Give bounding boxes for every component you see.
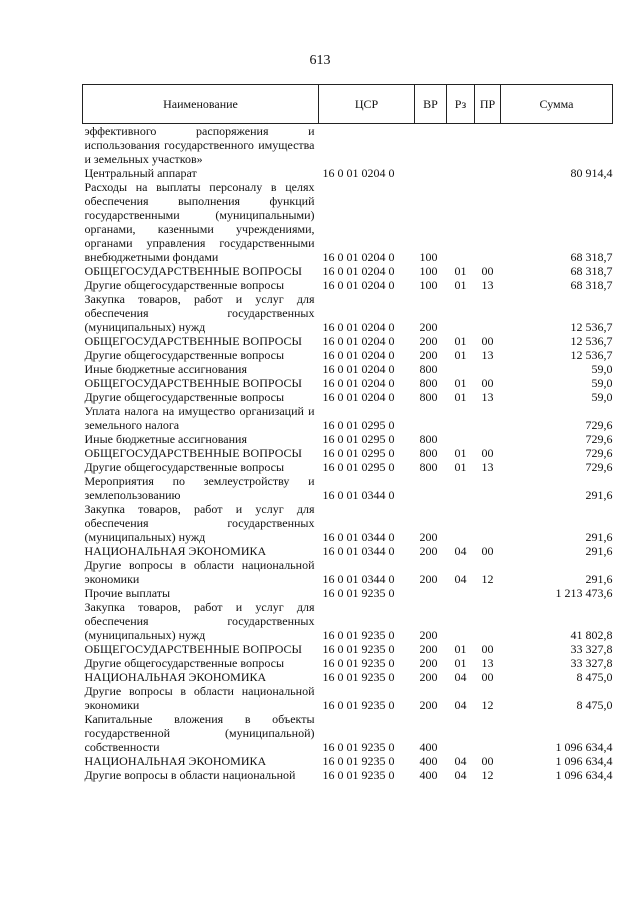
table-row: [83, 166, 613, 180]
row-vr: 800: [419, 460, 438, 474]
table-row: [83, 362, 613, 376]
row-sum: 1 096 634,4: [555, 754, 613, 768]
row-csr: 16 0 01 9235 0: [322, 768, 395, 782]
table-row: [83, 404, 613, 432]
row-sum: 12 536,7: [570, 348, 613, 362]
row-sum: 291,6: [585, 544, 613, 558]
table-row: [83, 124, 613, 167]
row-rz: [447, 600, 475, 642]
row-vr: 800: [419, 432, 438, 446]
row-name: Центральный аппарат: [84, 166, 197, 180]
row-csr: 16 0 01 9235 0: [322, 670, 395, 684]
row-vr: [415, 474, 447, 502]
row-pr: 13: [481, 348, 494, 362]
row-vr: 200: [419, 628, 438, 642]
row-vr: 200: [419, 572, 438, 586]
row-sum: 33 327,8: [570, 656, 613, 670]
row-name: Расходы на выплаты персоналу в целях обеспечения выполнения функций государственными (муниципальными) органами, казенными учреждениями, органами управления государственными внебюджетными фондами: [84, 180, 315, 264]
row-vr: [415, 166, 447, 180]
row-rz: 01: [454, 264, 467, 278]
row-sum: 291,6: [585, 530, 613, 544]
table-row: [83, 180, 613, 264]
table-row: [83, 754, 613, 768]
row-rz: 04: [454, 698, 467, 712]
row-name: Другие вопросы в области национальной экономики: [84, 558, 315, 586]
row-sum: 59,0: [591, 390, 613, 404]
row-csr: 16 0 01 0204 0: [322, 376, 395, 390]
row-pr: [475, 600, 501, 642]
row-vr: 800: [419, 390, 438, 404]
row-pr: [475, 124, 501, 167]
row-rz: 04: [454, 670, 467, 684]
header-sum: Сумма: [501, 85, 613, 124]
budget-table-container: [82, 84, 612, 782]
table-row: [83, 264, 613, 278]
row-rz: [447, 432, 475, 446]
row-pr: [475, 404, 501, 432]
row-vr: [415, 124, 447, 167]
row-rz: 04: [454, 754, 467, 768]
row-sum: 1 213 473,6: [555, 586, 613, 600]
row-sum: 59,0: [591, 362, 613, 376]
row-name: ОБЩЕГОСУДАРСТВЕННЫЕ ВОПРОСЫ: [84, 642, 302, 656]
row-csr: 16 0 01 0204 0: [322, 166, 395, 180]
row-name: Закупка товаров, работ и услуг для обеспечения государственных (муниципальных) нужд: [84, 502, 315, 544]
row-rz: 01: [454, 278, 467, 292]
row-sum: 8 475,0: [576, 670, 613, 684]
row-vr: 400: [419, 754, 438, 768]
row-vr: 200: [419, 530, 438, 544]
row-sum: 12 536,7: [570, 334, 613, 348]
row-name: Другие вопросы в области национальной: [84, 768, 296, 782]
table-row: [83, 642, 613, 656]
row-sum: 729,6: [585, 432, 613, 446]
table-row: [83, 376, 613, 390]
row-vr: 200: [419, 698, 438, 712]
row-csr: 16 0 01 0295 0: [322, 446, 395, 460]
header-name: Наименование: [83, 85, 319, 124]
row-sum: 729,6: [585, 418, 613, 432]
header-rz: Рз: [447, 85, 475, 124]
row-sum: 59,0: [591, 376, 613, 390]
row-name: Другие общегосударственные вопросы: [84, 656, 285, 670]
row-name: ОБЩЕГОСУДАРСТВЕННЫЕ ВОПРОСЫ: [84, 446, 302, 460]
row-rz: 04: [454, 768, 467, 782]
row-csr: 16 0 01 0204 0: [322, 362, 395, 376]
row-csr: 16 0 01 0204 0: [322, 320, 395, 334]
row-csr: 16 0 01 9235 0: [322, 740, 395, 754]
row-vr: 100: [419, 278, 438, 292]
row-vr: 200: [419, 670, 438, 684]
row-csr: 16 0 01 9235 0: [322, 754, 395, 768]
row-sum: 729,6: [585, 460, 613, 474]
row-name: Иные бюджетные ассигнования: [84, 362, 247, 376]
row-name: ОБЩЕГОСУДАРСТВЕННЫЕ ВОПРОСЫ: [84, 264, 302, 278]
table-body: [83, 124, 613, 783]
row-rz: 01: [454, 460, 467, 474]
table-row: [83, 768, 613, 782]
row-csr: 16 0 01 0204 0: [322, 264, 395, 278]
row-pr: 12: [481, 572, 494, 586]
row-vr: 400: [419, 768, 438, 782]
row-sum: 68 318,7: [570, 278, 613, 292]
row-pr: [475, 432, 501, 446]
row-csr: 16 0 01 0344 0: [322, 544, 395, 558]
row-sum: 291,6: [585, 488, 613, 502]
row-pr: [475, 474, 501, 502]
row-pr: [475, 292, 501, 334]
row-rz: [447, 404, 475, 432]
table-header: [83, 85, 613, 124]
row-sum: 41 802,8: [570, 628, 613, 642]
table-row: [83, 712, 613, 754]
row-name: Другие общегосударственные вопросы: [84, 390, 285, 404]
row-pr: 13: [481, 656, 494, 670]
table-row: [83, 502, 613, 544]
table-row: [83, 544, 613, 558]
row-rz: 01: [454, 334, 467, 348]
table-row: [83, 600, 613, 642]
row-vr: 200: [419, 348, 438, 362]
row-vr: [415, 404, 447, 432]
row-pr: 12: [481, 698, 494, 712]
row-rz: [447, 502, 475, 544]
row-name: Капитальные вложения в объекты государственной (муниципальной) собственности: [84, 712, 315, 754]
row-rz: [447, 166, 475, 180]
row-pr: 00: [481, 334, 494, 348]
row-rz: 01: [454, 348, 467, 362]
table-row: [83, 278, 613, 292]
row-rz: [447, 712, 475, 754]
row-name: НАЦИОНАЛЬНАЯ ЭКОНОМИКА: [84, 754, 267, 768]
row-csr: 16 0 01 0295 0: [322, 432, 395, 446]
row-pr: 00: [481, 446, 494, 460]
row-vr: 200: [419, 656, 438, 670]
row-vr: 400: [419, 740, 438, 754]
row-pr: [475, 166, 501, 180]
row-pr: [475, 502, 501, 544]
table-row: [83, 586, 613, 600]
row-pr: [475, 362, 501, 376]
row-pr: 13: [481, 278, 494, 292]
row-name: НАЦИОНАЛЬНАЯ ЭКОНОМИКА: [84, 670, 267, 684]
row-vr: 200: [419, 642, 438, 656]
row-rz: [447, 124, 475, 167]
table-row: [83, 558, 613, 586]
row-pr: 00: [481, 544, 494, 558]
row-csr: [319, 124, 415, 167]
row-rz: [447, 292, 475, 334]
row-csr: 16 0 01 0295 0: [322, 460, 395, 474]
row-csr: 16 0 01 9235 0: [322, 628, 395, 642]
row-pr: [475, 712, 501, 754]
table-row: [83, 684, 613, 712]
row-rz: 01: [454, 390, 467, 404]
row-name: ОБЩЕГОСУДАРСТВЕННЫЕ ВОПРОСЫ: [84, 334, 302, 348]
budget-table: [82, 84, 613, 782]
row-name: Другие общегосударственные вопросы: [84, 278, 285, 292]
row-pr: 12: [481, 768, 494, 782]
row-pr: 00: [481, 264, 494, 278]
table-row: [83, 474, 613, 502]
table-row: [83, 390, 613, 404]
row-rz: 01: [454, 376, 467, 390]
row-csr: 16 0 01 0295 0: [322, 418, 395, 432]
row-pr: 00: [481, 642, 494, 656]
header-csr: ЦСР: [319, 85, 415, 124]
row-rz: [447, 362, 475, 376]
row-csr: 16 0 01 0344 0: [322, 572, 395, 586]
row-csr: 16 0 01 0344 0: [322, 530, 395, 544]
row-sum: 729,6: [585, 446, 613, 460]
row-csr: 16 0 01 0344 0: [322, 488, 395, 502]
row-name: Уплата налога на имущество организаций и земельного налога: [84, 404, 315, 432]
row-name: Закупка товаров, работ и услуг для обеспечения государственных (муниципальных) нужд: [84, 600, 315, 642]
row-csr: 16 0 01 9235 0: [322, 642, 395, 656]
row-name: НАЦИОНАЛЬНАЯ ЭКОНОМИКА: [84, 544, 267, 558]
row-csr: 16 0 01 0204 0: [322, 334, 395, 348]
row-sum: 80 914,4: [570, 166, 613, 180]
row-name: Иные бюджетные ассигнования: [84, 432, 247, 446]
row-sum: 1 096 634,4: [555, 740, 613, 754]
table-row: [83, 334, 613, 348]
row-pr: 00: [481, 670, 494, 684]
row-vr: 800: [419, 376, 438, 390]
row-sum: 291,6: [585, 572, 613, 586]
row-sum: 8 475,0: [576, 698, 613, 712]
row-vr: 200: [419, 334, 438, 348]
row-csr: 16 0 01 0204 0: [322, 278, 395, 292]
table-row: [83, 670, 613, 684]
header-vr: ВР: [415, 85, 447, 124]
row-vr: [415, 586, 447, 600]
header-pr: ПР: [475, 85, 501, 124]
row-rz: 01: [454, 446, 467, 460]
row-csr: 16 0 01 9235 0: [322, 656, 395, 670]
row-name: Другие вопросы в области национальной экономики: [84, 684, 315, 712]
row-vr: 200: [419, 544, 438, 558]
row-sum: 68 318,7: [570, 250, 613, 264]
row-name: Мероприятия по землеустройству и землепользованию: [84, 474, 315, 502]
row-sum: 33 327,8: [570, 642, 613, 656]
row-csr: 16 0 01 0204 0: [322, 250, 395, 264]
row-rz: [447, 180, 475, 264]
row-csr: 16 0 01 9235 0: [322, 698, 395, 712]
row-name: Другие общегосударственные вопросы: [84, 348, 285, 362]
row-rz: 04: [454, 544, 467, 558]
page-number: 613: [309, 53, 331, 68]
row-vr: 100: [419, 264, 438, 278]
row-sum: 12 536,7: [570, 320, 613, 334]
row-sum: [501, 124, 613, 167]
row-csr: 16 0 01 9235 0: [322, 586, 395, 600]
row-rz: 01: [454, 642, 467, 656]
row-rz: [447, 586, 475, 600]
row-pr: [475, 586, 501, 600]
row-vr: 800: [419, 362, 438, 376]
table-row: [83, 446, 613, 460]
table-row: [83, 432, 613, 446]
table-row: [83, 292, 613, 334]
row-vr: 800: [419, 446, 438, 460]
row-name: ОБЩЕГОСУДАРСТВЕННЫЕ ВОПРОСЫ: [84, 376, 302, 390]
row-vr: 100: [419, 250, 438, 264]
row-csr: 16 0 01 0204 0: [322, 390, 395, 404]
row-name: Закупка товаров, работ и услуг для обеспечения государственных (муниципальных) нужд: [84, 292, 315, 334]
table-row: [83, 656, 613, 670]
table-row: [83, 460, 613, 474]
row-name: Другие общегосударственные вопросы: [84, 460, 285, 474]
row-rz: 04: [454, 572, 467, 586]
row-pr: 13: [481, 460, 494, 474]
row-sum: 1 096 634,4: [555, 768, 613, 782]
row-name: эффективного распоряжения и использования государственного имущества и земельных участков»: [84, 124, 315, 166]
row-pr: [475, 180, 501, 264]
table-row: [83, 348, 613, 362]
row-pr: 00: [481, 754, 494, 768]
row-vr: 200: [419, 320, 438, 334]
row-rz: 01: [454, 656, 467, 670]
row-sum: 68 318,7: [570, 264, 613, 278]
row-rz: [447, 474, 475, 502]
row-pr: 00: [481, 376, 494, 390]
row-csr: 16 0 01 0204 0: [322, 348, 395, 362]
row-name: Прочие выплаты: [84, 586, 171, 600]
row-pr: 13: [481, 390, 494, 404]
